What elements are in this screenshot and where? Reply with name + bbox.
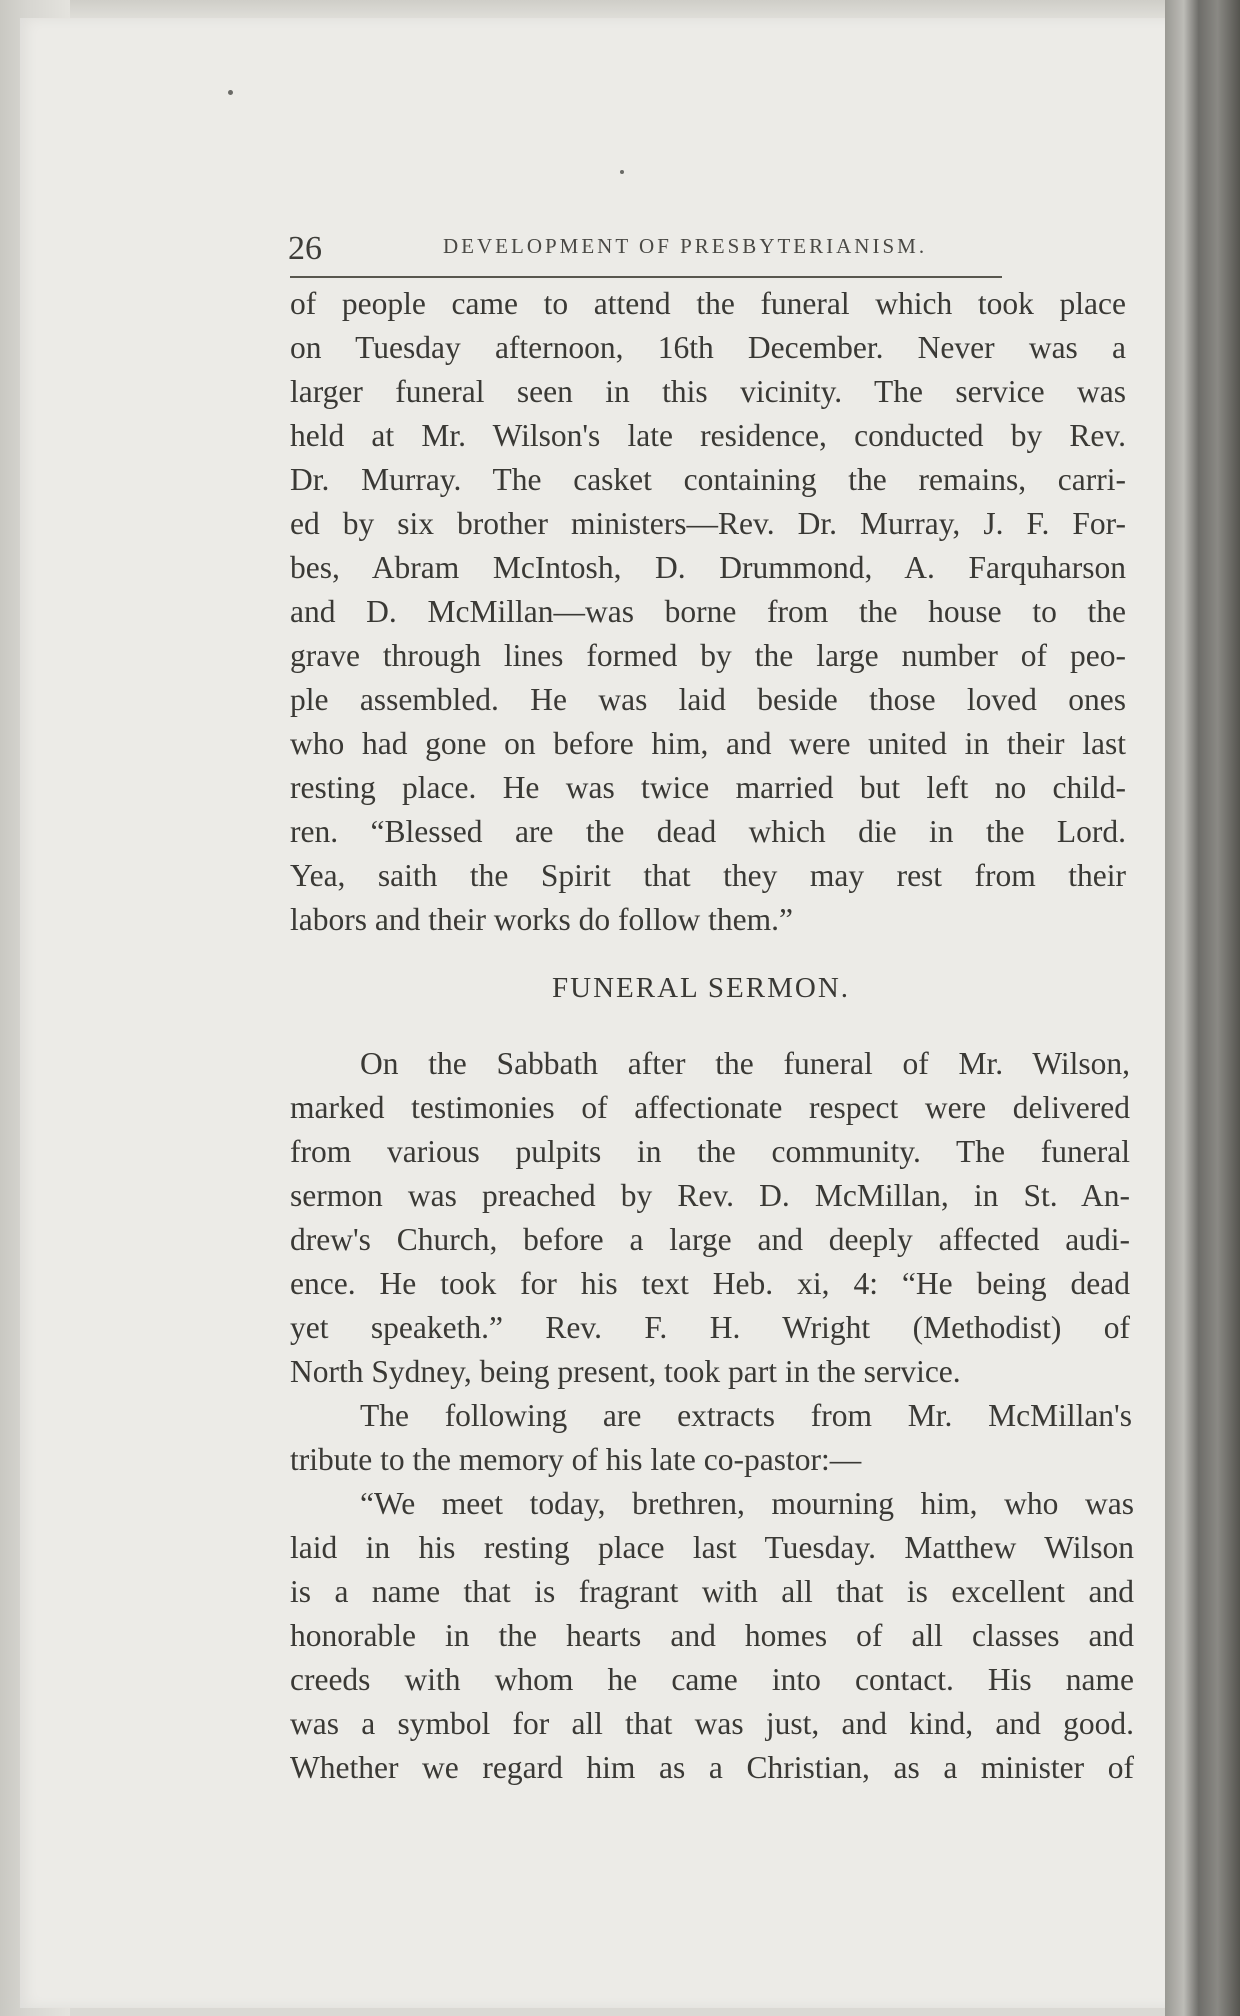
text-line: honorable in the hearts and homes of all classes and [290,1618,1134,1653]
text-line: Yea, saith the Spirit that they may rest from their [290,858,1126,893]
page-edge-stack [1165,0,1240,2016]
text-line: ence. He took for his text Heb. xi, 4: “He being dead [290,1266,1130,1301]
text-line: laid in his resting place last Tuesday. Matthew Wilson [290,1530,1134,1565]
section-heading: FUNERAL SERMON. [552,972,851,1004]
text-line: sermon was preached by Rev. D. McMillan, in St. An- [290,1178,1130,1213]
text-line: ed by six brother ministers—Rev. Dr. Murray, J. F. For- [290,506,1126,541]
scan-speck [228,90,233,95]
text-line: larger funeral seen in this vicinity. The service was [290,374,1126,409]
text-line: of people came to attend the funeral which took place [290,286,1126,321]
text-line: from various pulpits in the community. The funeral [290,1134,1130,1169]
text-line: who had gone on before him, and were united in their last [290,726,1126,761]
text-line: and D. McMillan—was borne from the house to the [290,594,1126,629]
text-line: yet speaketh.” Rev. F. H. Wright (Methodist) of [290,1310,1130,1345]
page-number: 26 [288,230,322,267]
text-line: On the Sabbath after the funeral of Mr. Wilson, [360,1046,1130,1081]
text-line: was a symbol for all that was just, and kind, and good. [290,1706,1134,1741]
text-line: held at Mr. Wilson's late residence, conducted by Rev. [290,418,1126,453]
text-line: The following are extracts from Mr. McMillan's [360,1398,1132,1433]
text-line: drew's Church, before a large and deeply affected audi- [290,1222,1130,1257]
text-line: Whether we regard him as a Christian, as a minister of [290,1750,1134,1785]
text-line: Dr. Murray. The casket containing the remains, carri- [290,462,1126,497]
text-line: is a name that is fragrant with all that is excellent and [290,1574,1134,1609]
header-rule [290,276,1002,278]
text-line: creeds with whom he came into contact. His name [290,1662,1134,1697]
running-title: DEVELOPMENT OF PRESBYTERIANISM. [443,234,928,258]
page-header [288,222,1008,270]
text-line: tribute to the memory of his late co-pastor:— [290,1442,862,1477]
text-line: on Tuesday afternoon, 16th December. Never was a [290,330,1126,365]
text-line: grave through lines formed by the large number of peo- [290,638,1126,673]
text-line: bes, Abram McIntosh, D. Drummond, A. Farquharson [290,550,1126,585]
text-line: labors and their works do follow them.” [290,902,794,937]
text-line: North Sydney, being present, took part in the service. [290,1354,961,1389]
text-line: ren. “Blessed are the dead which die in the Lord. [290,814,1126,849]
text-line: resting place. He was twice married but left no child- [290,770,1126,805]
text-line: marked testimonies of affectionate respect were delivered [290,1090,1130,1125]
scan-speck [620,170,624,174]
text-line: “We meet today, brethren, mourning him, who was [360,1486,1134,1521]
text-line: ple assembled. He was laid beside those loved ones [290,682,1126,717]
